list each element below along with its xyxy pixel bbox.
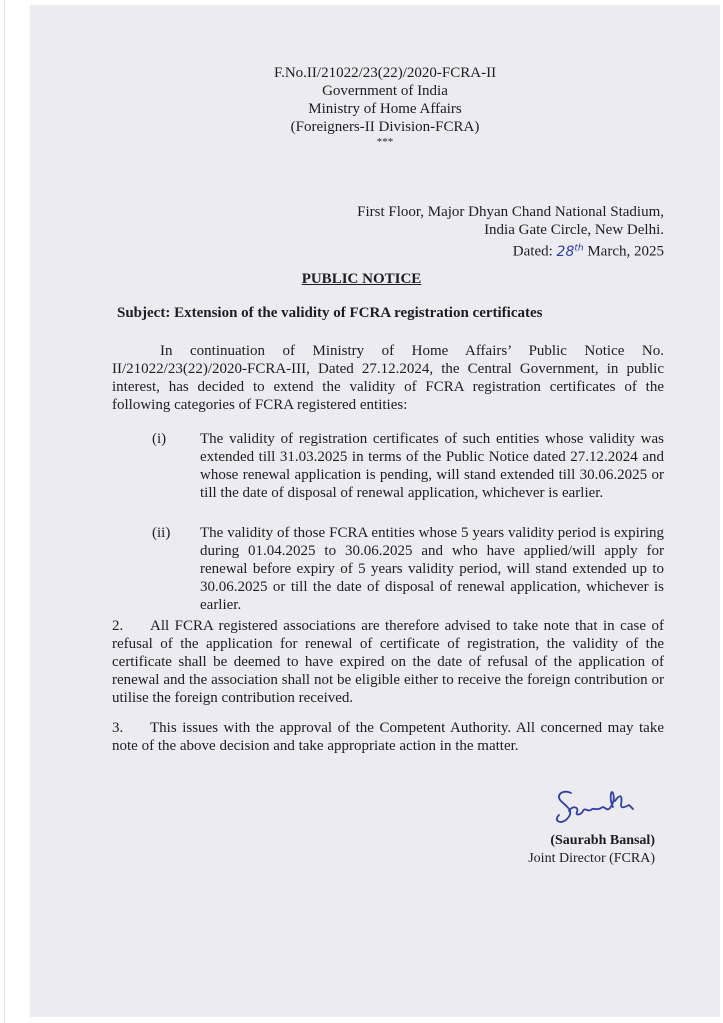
ministry-line: Ministry of Home Affairs bbox=[308, 101, 462, 117]
paragraph-text: This issues with the approval of the Competent Authority. All concerned may take note of the above decision and take appropriate action in the matter. bbox=[112, 720, 664, 754]
category-text: The validity of those FCRA entities whose 5 years validity period is expiring during 01.04.2025 to 30.06.2025 and who have applied/will apply for renewal before expiry of 5 years validity period, will stand extended up to 30.06.2025 or till the date of disposal of renewal application, whichever is earlier. bbox=[200, 525, 664, 613]
dated-month-year: March, 2025 bbox=[587, 243, 664, 260]
address-line-1: First Floor, Major Dhyan Chand National Stadium, bbox=[357, 204, 664, 220]
category-number: (ii) bbox=[152, 525, 171, 541]
subject-line: Subject: Extension of the validity of FCRA registration certificates bbox=[117, 305, 543, 321]
division-line: (Foreigners-II Division-FCRA) bbox=[290, 119, 480, 135]
signatory-designation: Joint Director (FCRA) bbox=[528, 851, 655, 866]
scan-edge-line bbox=[4, 0, 5, 1023]
paragraph-3 bbox=[112, 719, 664, 755]
handwritten-day-suffix: th bbox=[574, 243, 584, 253]
paragraph-number: 2. bbox=[112, 618, 124, 634]
intro-paragraph-text: In continuation of Ministry of Home Affairs’ Public Notice No. II/21022/23(22)/2020-FCRA-III, Dated 27.12.2024, the Central Government, in public interest, has decided to extend the validity of FCRA registration certificates of the following categories of FCRA registered entities: bbox=[112, 343, 664, 413]
signature-mark bbox=[553, 785, 663, 833]
dated-label: Dated: bbox=[512, 243, 553, 260]
file-number: F.No.II/21022/23(22)/2020-FCRA-II bbox=[273, 65, 497, 81]
separator-asterisks: *** bbox=[376, 136, 394, 148]
paragraph-text: All FCRA registered associations are therefore advised to take note that in case of refusal of the application for renewal of certificate of registration, the validity of the certificate shall be deemed to have expired on the date of refusal of the application of renewal and the association shall not be eligible either to receive the foreign contribution or utilise the foreign contribution received. bbox=[112, 618, 664, 706]
paragraph-2 bbox=[112, 617, 664, 707]
paragraph-number: 3. bbox=[112, 720, 124, 736]
category-text: The validity of registration certificates of such entities whose validity was extended till 31.03.2025 in terms of the Public Notice dated 27.12.2024 and whose renewal application is pending, will stand extended till 30.06.2025 or till the date of disposal of renewal application, whichever is earlier. bbox=[200, 431, 664, 501]
notice-title bbox=[0, 271, 723, 288]
handwritten-day-number: 28 bbox=[556, 243, 575, 260]
dated-line bbox=[300, 239, 664, 261]
signatory-name: (Saurabh Bansal) bbox=[550, 833, 655, 848]
government-line: Government of India bbox=[322, 83, 448, 99]
notice-title-text: PUBLIC NOTICE bbox=[301, 271, 422, 287]
address-line-2: India Gate Circle, New Delhi. bbox=[484, 222, 664, 238]
category-item bbox=[152, 524, 664, 613]
signatory-block bbox=[480, 832, 655, 868]
category-item bbox=[152, 430, 664, 510]
category-number: (i) bbox=[152, 431, 167, 447]
intro-paragraph bbox=[112, 342, 664, 414]
handwritten-day bbox=[557, 244, 584, 260]
